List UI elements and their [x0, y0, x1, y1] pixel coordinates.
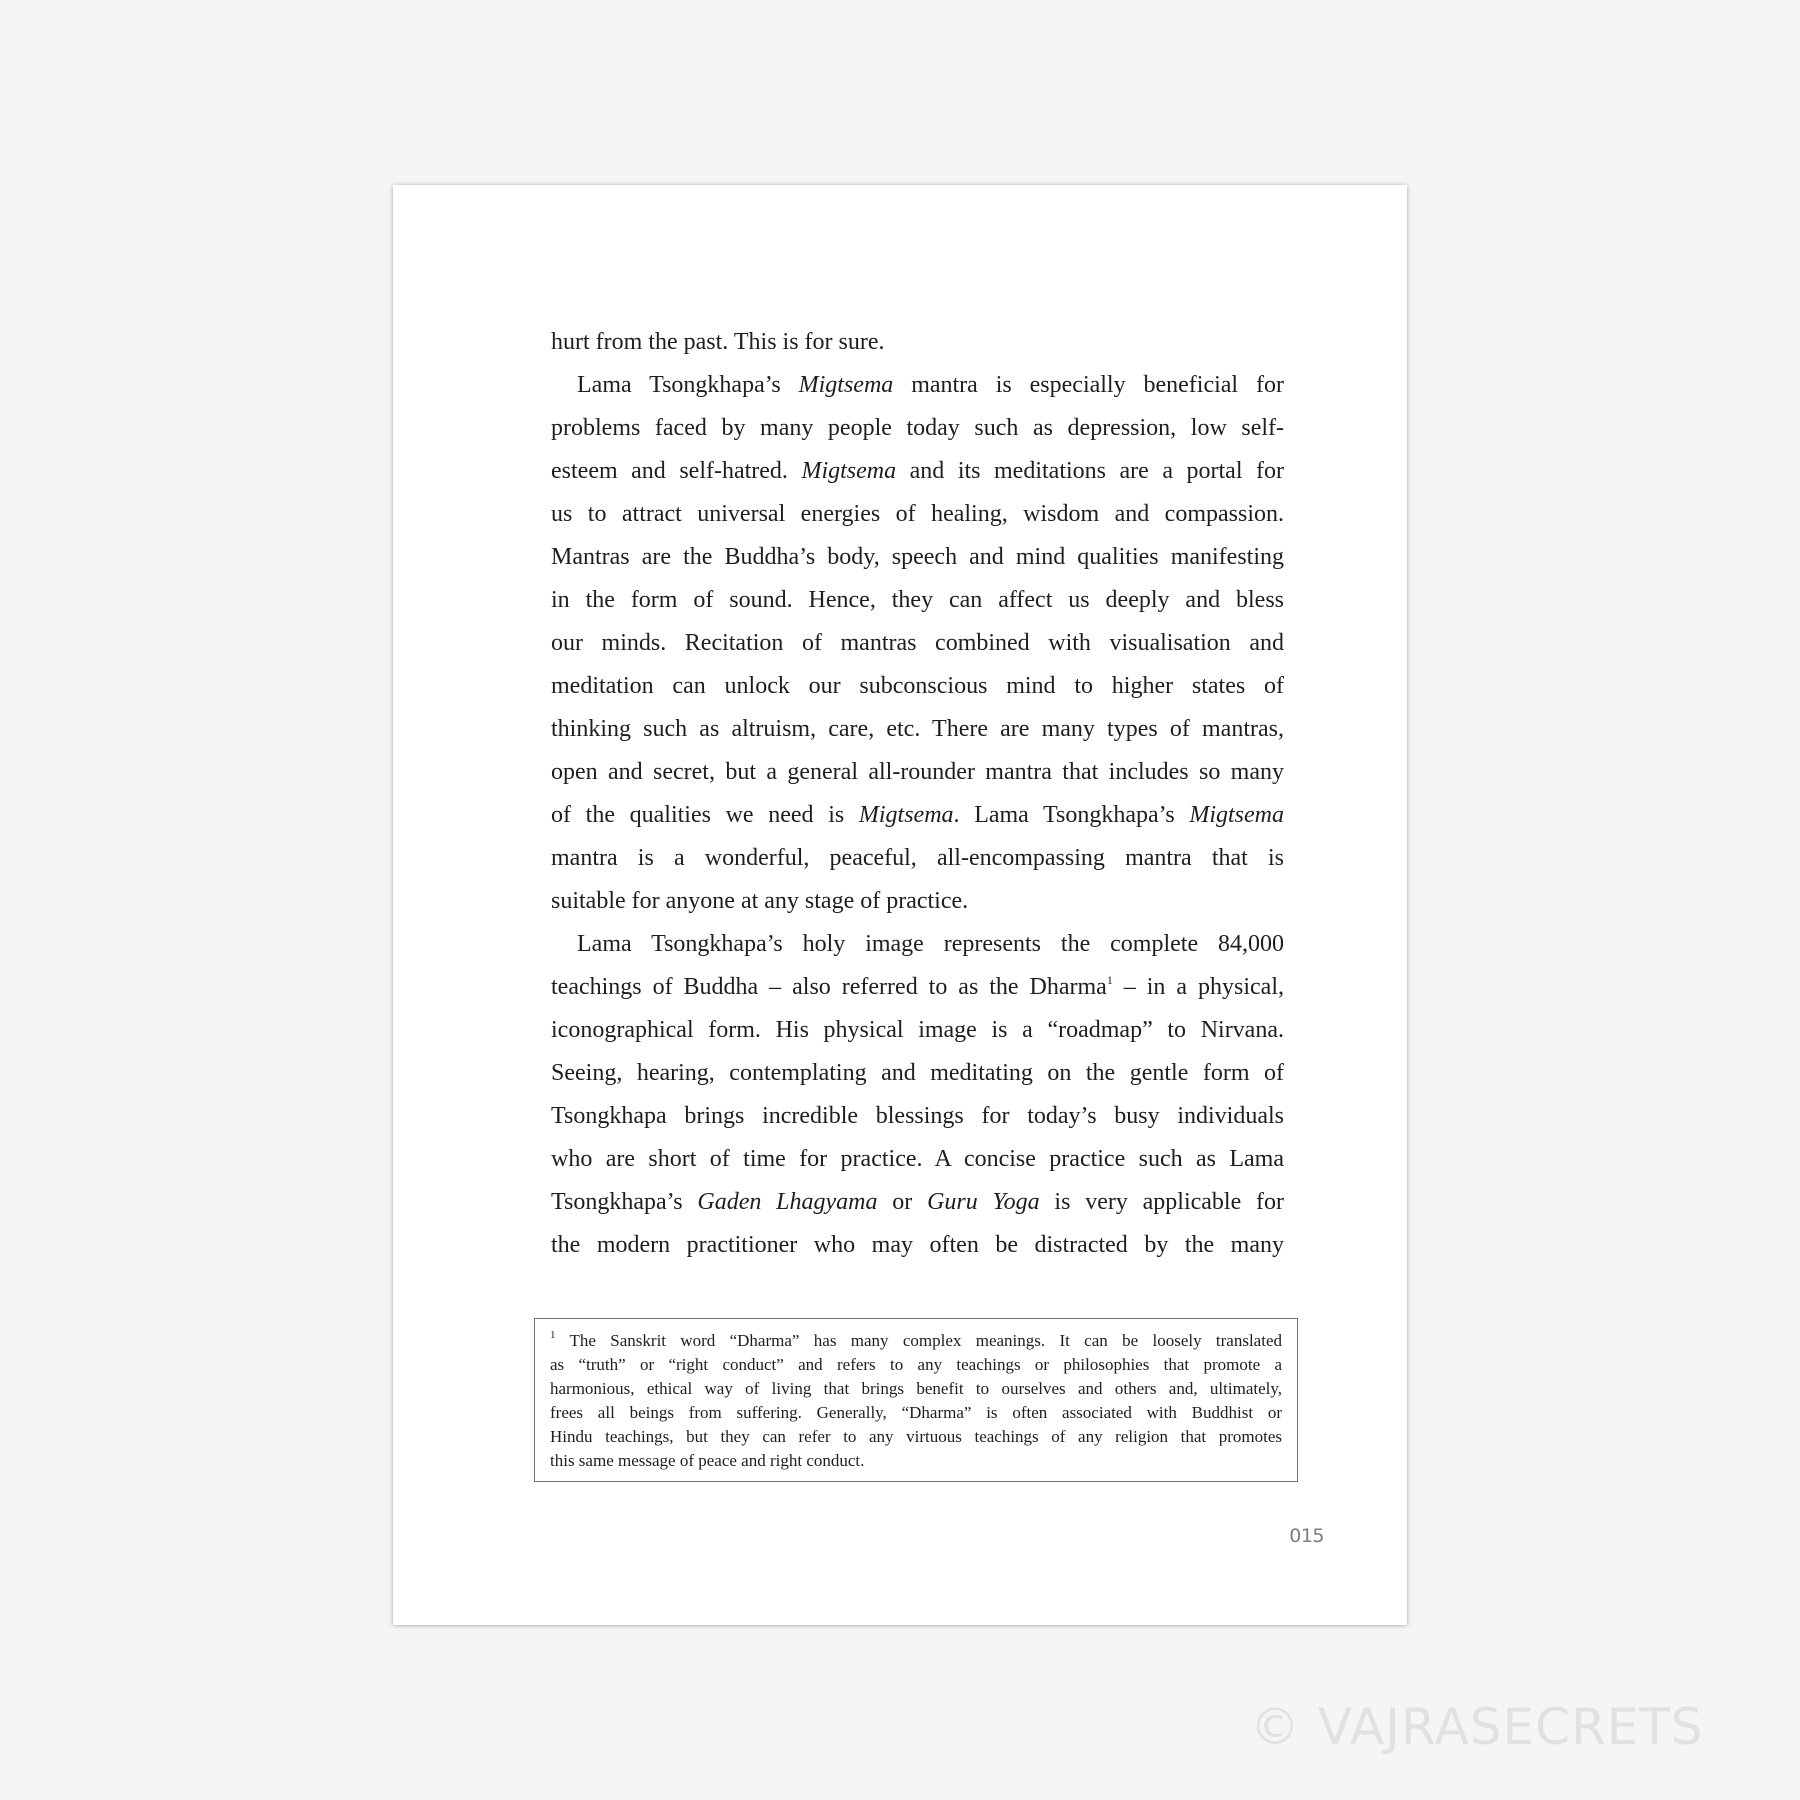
- text-line: [551, 407, 1284, 450]
- text-run: meditation can unlock our subconscious mind to higher states of: [551, 673, 1284, 699]
- text-line: [551, 1095, 1284, 1138]
- watermark: © VAJRASECRETS: [1250, 1698, 1704, 1756]
- text-run: who are short of time for practice. A concise practice such as Lama: [551, 1146, 1284, 1172]
- text-run: – in a physical,: [1112, 974, 1284, 1000]
- text-run: and its meditations are a portal for: [896, 458, 1284, 484]
- footnote-text: as “truth” or “right conduct” and refers to any teachings or philosophies that promote a: [550, 1355, 1282, 1374]
- footnote-reference: 1: [1106, 973, 1113, 987]
- footnote-line: [550, 1329, 1282, 1353]
- text-line: [551, 493, 1284, 536]
- italic-term: Gaden Lhagyama: [697, 1189, 878, 1215]
- text-line: [551, 1052, 1284, 1095]
- italic-term: Migtsema: [798, 372, 894, 398]
- footnote-line: [550, 1377, 1282, 1401]
- footnote-text: harmonious, ethical way of living that brings benefit to ourselves and others and, ultimately,: [550, 1379, 1282, 1398]
- text-line: [551, 321, 1284, 364]
- footnote-text: this same message of peace and right conduct.: [550, 1451, 865, 1470]
- italic-term: Migtsema: [858, 802, 954, 828]
- text-run: suitable for anyone at any stage of practice.: [551, 888, 969, 914]
- text-run: iconographical form. His physical image is a “roadmap” to Nirvana.: [551, 1017, 1284, 1043]
- text-run: our minds. Recitation of mantras combined with visualisation and: [551, 630, 1284, 656]
- text-run: the modern practitioner who may often be distracted by the many: [551, 1232, 1284, 1258]
- text-line: [551, 966, 1284, 1009]
- text-line: [551, 923, 1284, 966]
- text-run: . Lama Tsongkhapa’s: [953, 802, 1190, 828]
- text-line: [551, 1138, 1284, 1181]
- text-run: open and secret, but a general all-rounder mantra that includes so many: [551, 759, 1284, 785]
- footnote-line: [550, 1449, 1282, 1473]
- italic-term: Guru Yoga: [927, 1189, 1040, 1215]
- text-line: [551, 880, 1284, 923]
- footnote-text: frees all beings from suffering. Generally, “Dharma” is often associated with Buddhist or: [550, 1403, 1282, 1422]
- text-line: [551, 794, 1284, 837]
- text-line: [551, 708, 1284, 751]
- book-page: [393, 185, 1407, 1625]
- text-run: teachings of Buddha – also referred to as the Dharma: [551, 974, 1107, 1000]
- footnote-line: [550, 1353, 1282, 1377]
- footnote-marker: 1: [550, 1329, 556, 1341]
- text-line: [551, 364, 1284, 407]
- text-run: of the qualities we need is: [551, 802, 859, 828]
- italic-term: Migtsema: [1189, 802, 1284, 828]
- text-run: hurt from the past. This is for sure.: [551, 329, 885, 355]
- text-run: in the form of sound. Hence, they can affect us deeply and bless: [551, 587, 1284, 613]
- text-line: [551, 622, 1284, 665]
- text-line: [551, 665, 1284, 708]
- text-run: Tsongkhapa brings incredible blessings for today’s busy individuals: [551, 1103, 1284, 1129]
- text-run: Lama Tsongkhapa’s holy image represents the complete 84,000: [577, 931, 1284, 957]
- text-run: or: [877, 1189, 928, 1215]
- text-line: [551, 751, 1284, 794]
- text-run: us to attract universal energies of healing, wisdom and compassion.: [551, 501, 1284, 527]
- text-run: is very applicable for: [1039, 1189, 1284, 1215]
- text-run: mantra is a wonderful, peaceful, all-encompassing mantra that is: [551, 845, 1284, 871]
- footnote-box: [534, 1318, 1298, 1482]
- text-run: problems faced by many people today such as depression, low self-: [551, 415, 1284, 441]
- text-line: [551, 1009, 1284, 1052]
- footnote-line: [550, 1401, 1282, 1425]
- text-run: Tsongkhapa’s: [551, 1189, 698, 1215]
- text-line: [551, 1224, 1284, 1267]
- footnote-text: Hindu teachings, but they can refer to any virtuous teachings of any religion that promotes: [550, 1427, 1282, 1446]
- text-line: [551, 1181, 1284, 1224]
- text-run: thinking such as altruism, care, etc. There are many types of mantras,: [551, 716, 1284, 742]
- footnote-line: [550, 1425, 1282, 1449]
- text-run: esteem and self-hatred.: [551, 458, 802, 484]
- footnote-text: The Sanskrit word “Dharma” has many complex meanings. It can be loosely translated: [569, 1331, 1282, 1350]
- text-line: [551, 450, 1284, 493]
- text-line: [551, 536, 1284, 579]
- text-run: mantra is especially beneficial for: [893, 372, 1284, 398]
- text-run: Lama Tsongkhapa’s: [577, 372, 799, 398]
- body-text: [551, 321, 1284, 1267]
- text-run: Mantras are the Buddha’s body, speech and mind qualities manifesting: [551, 544, 1284, 570]
- text-run: Seeing, hearing, contemplating and meditating on the gentle form of: [551, 1060, 1284, 1086]
- text-line: [551, 837, 1284, 880]
- page-number: 015: [1289, 1525, 1324, 1547]
- text-line: [551, 579, 1284, 622]
- italic-term: Migtsema: [801, 458, 897, 484]
